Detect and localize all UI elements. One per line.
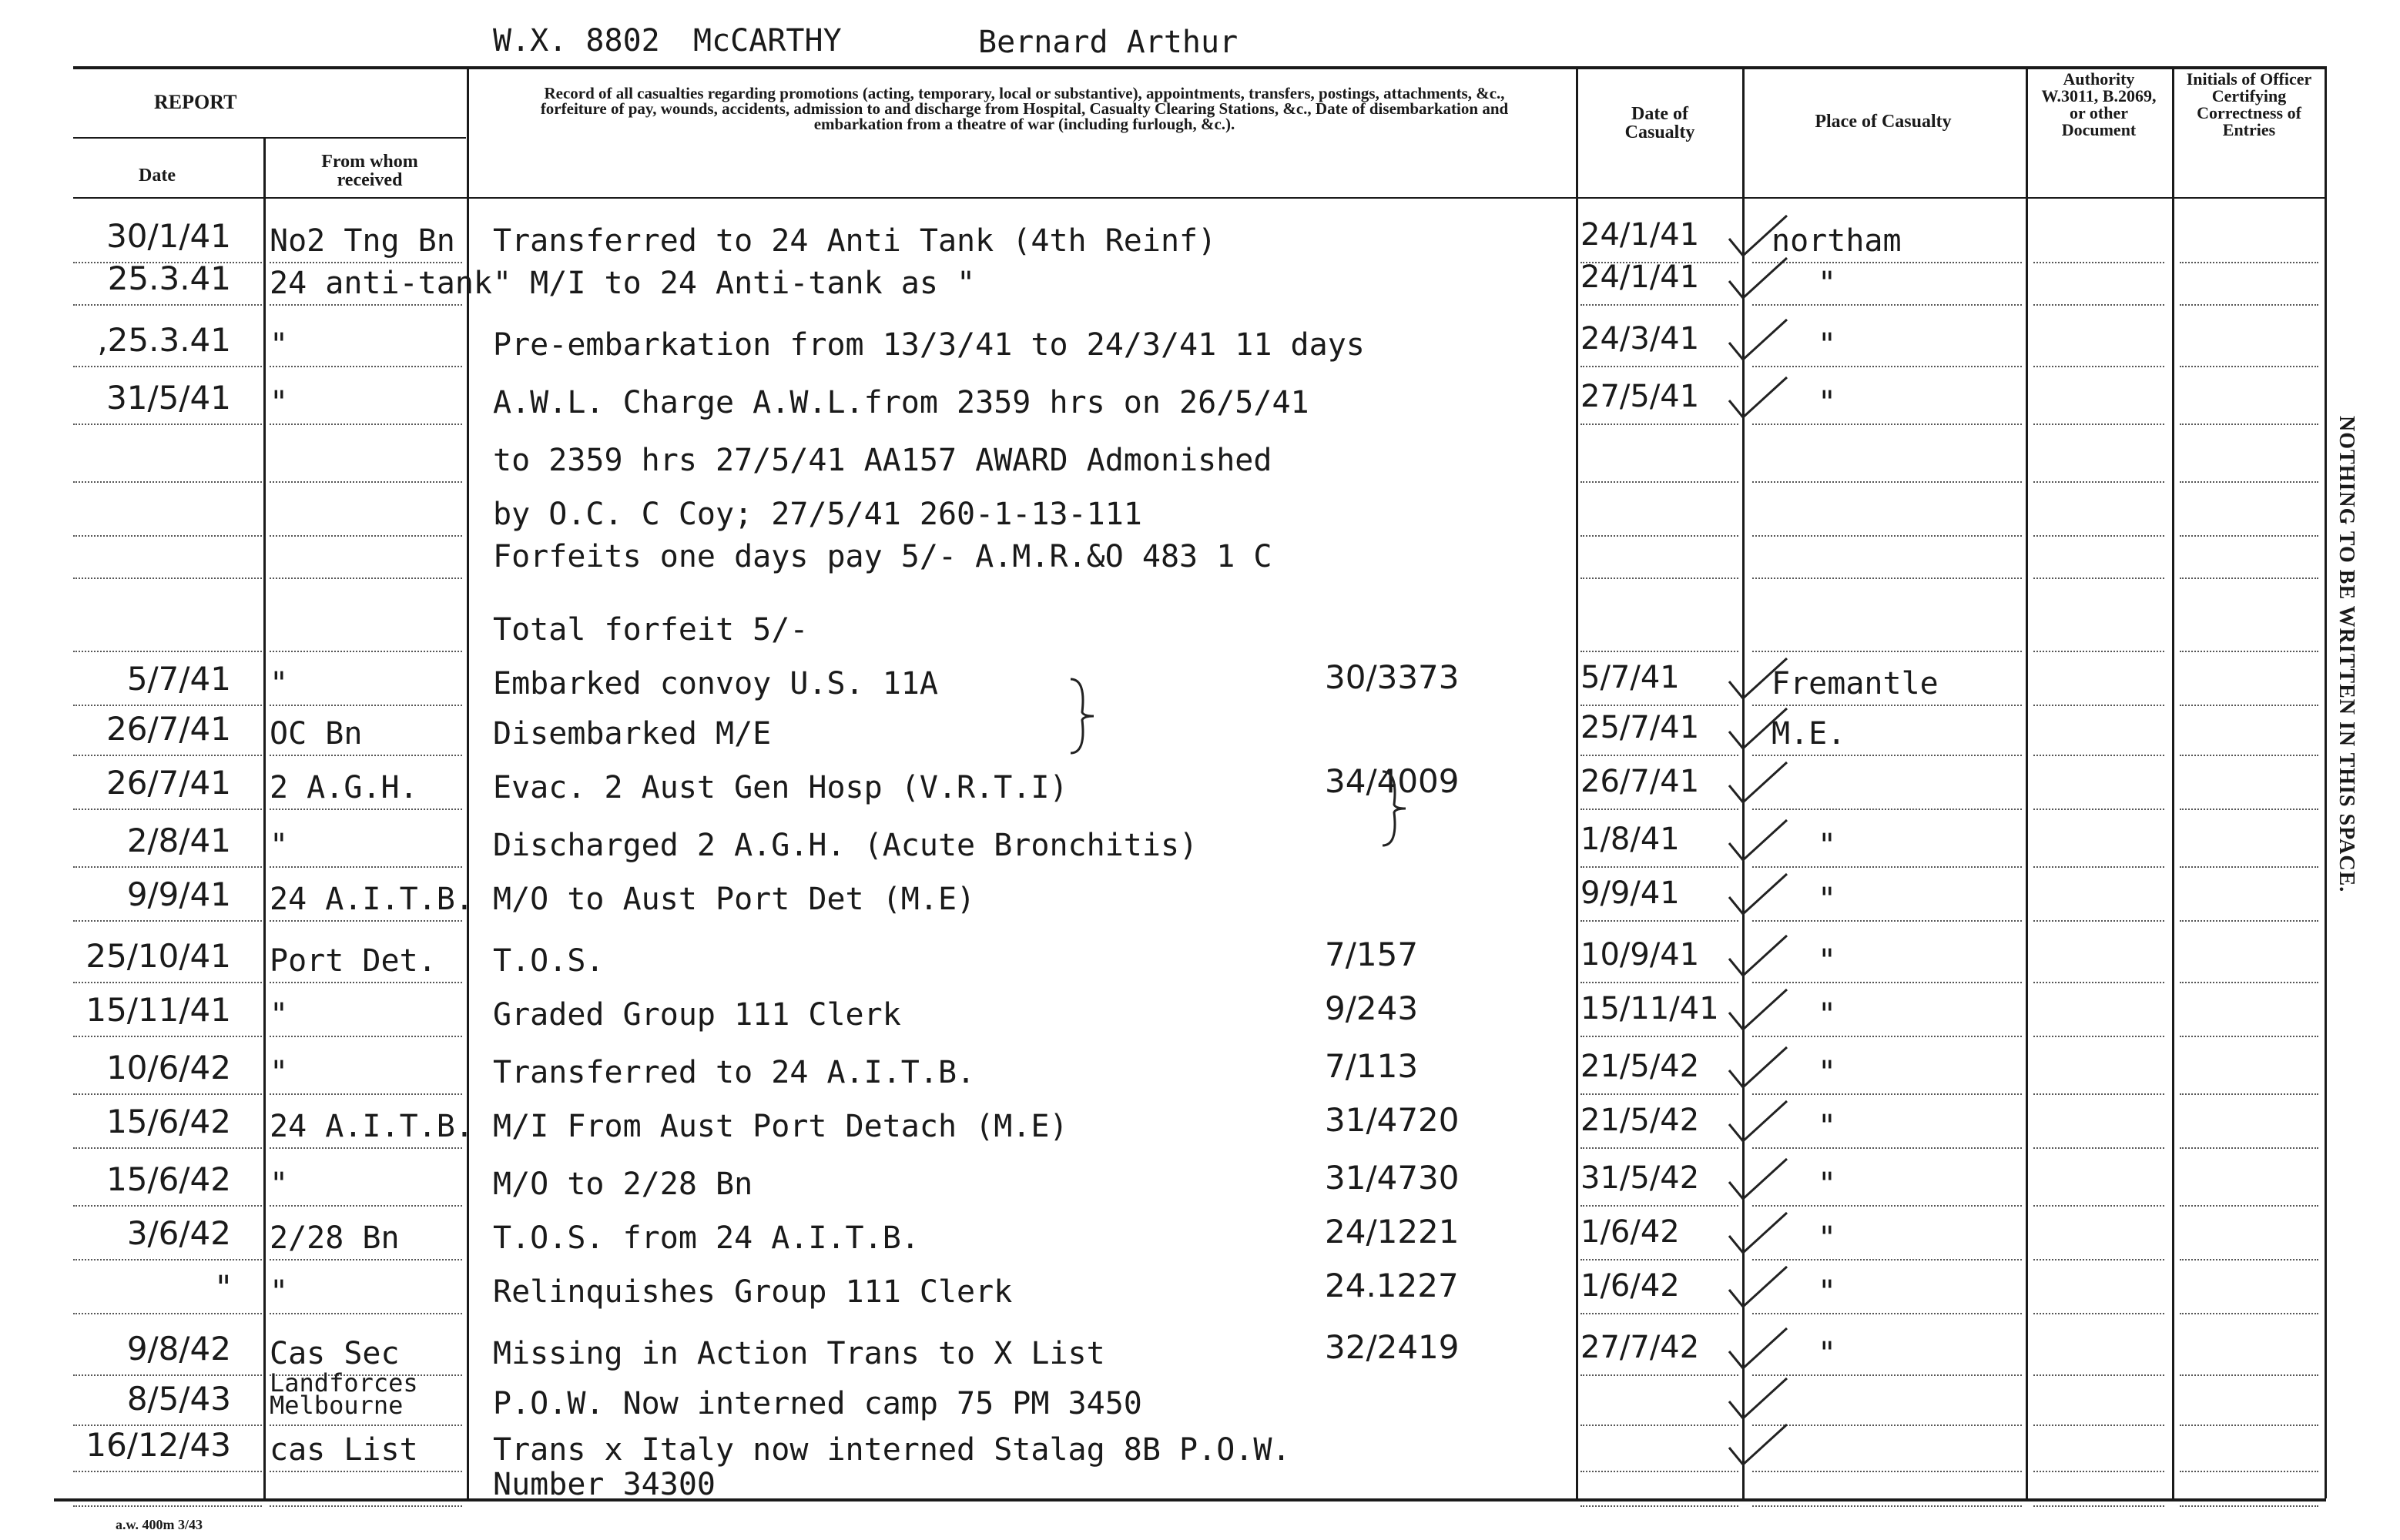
ruling-line xyxy=(270,1424,462,1426)
ruling-line xyxy=(2180,481,2318,483)
row-place: northam xyxy=(1772,223,1902,259)
row-date: 9/8/42 xyxy=(126,1330,231,1368)
ruling-line xyxy=(2033,304,2164,306)
ruling-line xyxy=(270,1205,462,1207)
ruling-line xyxy=(1752,578,2022,579)
row-casualty-date: 15/11/41 xyxy=(1580,991,1719,1026)
tick-mark-icon xyxy=(1721,312,1791,366)
row-date: 31/5/41 xyxy=(106,379,231,417)
place-of-casualty-header: Place of Casualty xyxy=(1815,112,1952,132)
ruling-line xyxy=(2033,481,2164,483)
tick-mark-icon xyxy=(1721,1151,1791,1205)
ruling-line xyxy=(73,808,262,810)
ruling-line xyxy=(1580,705,1738,706)
row-date: 8/5/43 xyxy=(126,1380,231,1418)
row-record: T.O.S. xyxy=(493,943,605,979)
ruling-line xyxy=(2180,982,2318,983)
ruling-line xyxy=(2180,755,2318,756)
ruling-line xyxy=(2033,1259,2164,1260)
ruling-line xyxy=(2033,705,2164,706)
ruling-line xyxy=(1752,1313,2022,1314)
row-record: " M/I to 24 Anti-tank as " xyxy=(493,266,976,301)
ruling-line xyxy=(2033,1374,2164,1376)
row-casualty-date: 27/5/41 xyxy=(1580,379,1700,414)
ruling-line xyxy=(2180,808,2318,810)
ruling-line xyxy=(270,920,462,922)
ruling-line xyxy=(1752,1259,2022,1260)
tick-mark-icon xyxy=(1721,755,1791,808)
row-place: " xyxy=(1818,327,1837,363)
tick-mark-icon xyxy=(1721,651,1791,705)
tick-mark-icon xyxy=(1721,866,1791,920)
row-record: by O.C. C Coy; 27/5/41 260-1-13-111 xyxy=(493,497,1142,532)
ruling-line xyxy=(73,1093,262,1095)
ruling-line xyxy=(2180,262,2318,263)
ruling-line xyxy=(270,982,462,983)
row-place: " xyxy=(1818,997,1837,1033)
row-place: Fremantle xyxy=(1772,666,1939,701)
ruling-line xyxy=(1752,1424,2022,1426)
ruling-line xyxy=(2180,866,2318,868)
ruling-line xyxy=(270,1036,462,1037)
row-record: Pre-embarkation from 13/3/41 to 24/3/41 11 days xyxy=(493,327,1365,363)
row-place: " xyxy=(1818,943,1837,979)
ruling-line xyxy=(1752,705,2022,706)
row-from: " xyxy=(270,327,289,363)
ruling-line xyxy=(1580,1471,1738,1472)
authority-header: Authority W.3011, B.2069, or other Document xyxy=(2041,69,2157,139)
ruling-line xyxy=(270,705,462,706)
ruling-line xyxy=(1580,1424,1738,1426)
tick-mark-icon xyxy=(1721,1205,1791,1259)
ruling-line xyxy=(2033,535,2164,537)
ruling-line xyxy=(1752,304,2022,306)
ruling-line xyxy=(2180,1471,2318,1472)
row-reference: 30/3373 xyxy=(1325,658,1460,696)
row-place: " xyxy=(1818,882,1837,917)
ruling-line xyxy=(2180,535,2318,537)
row-date: 26/7/41 xyxy=(106,764,231,802)
row-reference: 32/2419 xyxy=(1325,1328,1460,1366)
row-from: 2/28 Bn xyxy=(270,1220,400,1256)
ruling-line xyxy=(1752,366,2022,367)
soldier-number: W.X. 8802 xyxy=(493,23,660,59)
row-casualty-date: 21/5/42 xyxy=(1580,1049,1700,1084)
ruling-line xyxy=(2033,755,2164,756)
ruling-line xyxy=(2033,1313,2164,1314)
tick-mark-icon xyxy=(1721,250,1791,304)
row-casualty-date: 9/9/41 xyxy=(1580,875,1680,911)
ruling-line xyxy=(73,920,262,922)
ruling-line xyxy=(2033,1147,2164,1149)
row-place: " xyxy=(1818,1055,1837,1090)
row-place: " xyxy=(1818,266,1837,301)
row-reference: 31/4720 xyxy=(1325,1101,1460,1139)
ruling-line xyxy=(270,1147,462,1149)
row-place: " xyxy=(1818,1274,1837,1310)
ruling-line xyxy=(1580,578,1738,579)
ruling-line xyxy=(2180,1505,2318,1507)
ruling-line xyxy=(73,1147,262,1149)
row-casualty-date: 24/1/41 xyxy=(1580,259,1700,295)
ruling-line xyxy=(1580,920,1738,922)
row-date: 25/10/41 xyxy=(85,937,231,975)
row-record: T.O.S. from 24 A.I.T.B. xyxy=(493,1220,920,1256)
ruling-line xyxy=(2180,1259,2318,1260)
row-date: ,25.3.41 xyxy=(97,321,231,359)
ruling-line xyxy=(1580,424,1738,425)
ruling-line xyxy=(73,1471,262,1472)
row-record: P.O.W. Now interned camp 75 PM 3450 xyxy=(493,1386,1142,1421)
ruling-line xyxy=(270,866,462,868)
row-date: 5/7/41 xyxy=(126,660,231,698)
row-place: " xyxy=(1818,1336,1837,1371)
ruling-line xyxy=(73,481,262,483)
ruling-line xyxy=(1580,535,1738,537)
row-place: " xyxy=(1818,828,1837,863)
ruling-line xyxy=(1752,1374,2022,1376)
footer-code: a.w. 400m 3/43 xyxy=(116,1517,203,1532)
row-date: " xyxy=(216,1268,231,1306)
row-casualty-date: 26/7/41 xyxy=(1580,764,1700,799)
ruling-line xyxy=(1580,1147,1738,1149)
row-from: " xyxy=(270,828,289,863)
row-reference: 31/4730 xyxy=(1325,1159,1460,1197)
ruling-line xyxy=(2033,262,2164,263)
ruling-line xyxy=(1580,1505,1738,1507)
ruling-line xyxy=(73,705,262,706)
row-date: 15/6/42 xyxy=(106,1160,231,1198)
ruling-line xyxy=(1580,304,1738,306)
ruling-line xyxy=(2033,1093,2164,1095)
ruling-line xyxy=(1580,755,1738,756)
initials-header: Initials of Officer Certifying Correctness of Entries xyxy=(2186,69,2312,139)
ruling-line xyxy=(1580,1374,1738,1376)
row-from: cas List xyxy=(270,1432,418,1468)
row-from: Cas Sec xyxy=(270,1336,400,1371)
row-casualty-date: 1/6/42 xyxy=(1580,1268,1680,1304)
row-from: " xyxy=(270,1274,289,1310)
row-record: Graded Group 111 Clerk xyxy=(493,997,901,1033)
ruling-line xyxy=(1752,755,2022,756)
ruling-line xyxy=(2033,920,2164,922)
side-note: NOTHING TO BE WRITTEN IN THIS SPACE. xyxy=(2335,416,2358,893)
ruling-line xyxy=(1752,1205,2022,1207)
record-header: Record of all casualties regarding promotions (acting, temporary, local or substantive), appointments, transfers, postings, attachments, &c., forfeiture of pay, wounds, accidents, admission to and discharge from Hospital, Casualty Clearing Stations, &c., Date of disembarkation and embarkation from a theatre of war (including furlough, &c.). xyxy=(540,84,1509,133)
ruling-line xyxy=(2180,304,2318,306)
ruling-line xyxy=(73,304,262,306)
ruling-line xyxy=(2180,424,2318,425)
tick-mark-icon xyxy=(1721,1321,1791,1374)
row-date: 2/8/41 xyxy=(126,822,231,859)
ruling-line xyxy=(270,651,462,652)
ruling-line xyxy=(2180,651,2318,652)
row-record: Transferred to 24 Anti Tank (4th Reinf) xyxy=(493,223,1217,259)
row-from: No2 Tng Bn xyxy=(270,223,455,259)
row-reference: 34/4009 xyxy=(1325,762,1460,800)
brace-hospital xyxy=(1379,770,1409,847)
row-from: 2 A.G.H. xyxy=(270,770,418,805)
ruling-line xyxy=(73,982,262,983)
col-divider-3 xyxy=(1576,66,1578,1498)
ruling-line xyxy=(1580,1313,1738,1314)
from-whom-header: From whom received xyxy=(321,152,418,190)
ruling-line xyxy=(1752,535,2022,537)
row-date: 15/11/41 xyxy=(85,991,231,1029)
row-from: 24 A.I.T.B. xyxy=(270,1109,474,1144)
row-date: 30/1/41 xyxy=(106,217,231,255)
ruling-line xyxy=(2180,1424,2318,1426)
ruling-line xyxy=(1580,1259,1738,1260)
ruling-line xyxy=(2180,1036,2318,1037)
row-from: " xyxy=(270,666,289,701)
ruling-line xyxy=(73,651,262,652)
ruling-line xyxy=(1752,808,2022,810)
header-bottom-rule xyxy=(73,197,2326,199)
ruling-line xyxy=(270,1313,462,1314)
ruling-line xyxy=(270,304,462,306)
row-casualty-date: 21/5/42 xyxy=(1580,1103,1700,1138)
ruling-line xyxy=(1752,262,2022,263)
row-place: " xyxy=(1818,1167,1837,1202)
row-record: Forfeits one days pay 5/- A.M.R.&O 483 1 C xyxy=(493,539,1272,574)
ruling-line xyxy=(1580,481,1738,483)
row-date: 9/9/41 xyxy=(126,875,231,913)
ruling-line xyxy=(2033,1505,2164,1507)
row-record: Disembarked M/E xyxy=(493,716,772,752)
ruling-line xyxy=(2180,1147,2318,1149)
tick-mark-icon xyxy=(1721,1417,1791,1471)
row-record: to 2359 hrs 27/5/41 AA157 AWARD Admonished xyxy=(493,443,1272,478)
col-divider-7 xyxy=(2325,66,2327,1498)
row-date: 26/7/41 xyxy=(106,710,231,748)
ruling-line xyxy=(2033,982,2164,983)
ruling-line xyxy=(1580,1205,1738,1207)
row-casualty-date: 1/8/41 xyxy=(1580,822,1680,857)
row-record: Trans x Italy now interned Stalag 8B P.O.W. xyxy=(493,1432,1291,1468)
ruling-line xyxy=(73,1205,262,1207)
ruling-line xyxy=(1580,808,1738,810)
row-record: Embarked convoy U.S. 11A xyxy=(493,666,938,701)
ruling-line xyxy=(1752,866,2022,868)
ruling-line xyxy=(270,1093,462,1095)
tick-mark-icon xyxy=(1721,370,1791,424)
row-date: 3/6/42 xyxy=(126,1214,231,1252)
ruling-line xyxy=(2033,424,2164,425)
row-from: OC Bn xyxy=(270,716,363,752)
ruling-line xyxy=(1580,982,1738,983)
row-casualty-date: 24/3/41 xyxy=(1580,321,1700,357)
row-from: 24 anti-tank xyxy=(270,266,492,301)
ruling-line xyxy=(270,262,462,263)
row-record: M/I From Aust Port Detach (M.E) xyxy=(493,1109,1068,1144)
row-date: 10/6/42 xyxy=(106,1049,231,1086)
row-from: Landforces Melbourne xyxy=(270,1368,418,1420)
top-rule xyxy=(73,66,2326,69)
ruling-line xyxy=(73,1259,262,1260)
ruling-line xyxy=(270,1471,462,1472)
ruling-line xyxy=(2033,866,2164,868)
tick-mark-icon xyxy=(1721,812,1791,866)
ruling-line xyxy=(2033,1036,2164,1037)
ruling-line xyxy=(73,366,262,367)
row-record: M/O to 2/28 Bn xyxy=(493,1167,753,1202)
ruling-line xyxy=(73,578,262,579)
ruling-line xyxy=(1580,1093,1738,1095)
row-casualty-date: 24/1/41 xyxy=(1580,217,1700,253)
ruling-line xyxy=(2033,1424,2164,1426)
ruling-line xyxy=(2180,1374,2318,1376)
row-reference: 24.1227 xyxy=(1325,1267,1459,1304)
ruling-line xyxy=(2180,578,2318,579)
ruling-line xyxy=(2033,651,2164,652)
ruling-line xyxy=(2033,1471,2164,1472)
tick-mark-icon xyxy=(1721,701,1791,755)
tick-mark-icon xyxy=(1721,1259,1791,1313)
ruling-line xyxy=(1752,920,2022,922)
ruling-line xyxy=(1580,1036,1738,1037)
ruling-line xyxy=(1752,1093,2022,1095)
row-place: " xyxy=(1818,385,1837,420)
ruling-line xyxy=(2033,1205,2164,1207)
ruling-line xyxy=(1752,1471,2022,1472)
row-from: " xyxy=(270,1167,289,1202)
row-reference: 24/1221 xyxy=(1325,1213,1460,1250)
row-record: Missing in Action Trans to X List xyxy=(493,1336,1105,1371)
bottom-rule xyxy=(54,1498,2326,1502)
row-from: Port Det. xyxy=(270,943,437,979)
ruling-line xyxy=(73,535,262,537)
ruling-line xyxy=(73,1036,262,1037)
tick-mark-icon xyxy=(1721,928,1791,982)
ruling-line xyxy=(2180,366,2318,367)
tick-mark-icon xyxy=(1721,1093,1791,1147)
ruling-line xyxy=(1752,1147,2022,1149)
row-record: Transferred to 24 A.I.T.B. xyxy=(493,1055,976,1090)
row-casualty-date: 10/9/41 xyxy=(1580,937,1700,973)
row-from: 24 A.I.T.B. xyxy=(270,882,474,917)
ruling-line xyxy=(270,578,462,579)
row-record: Total forfeit 5/- xyxy=(493,612,809,648)
ruling-line xyxy=(2180,1093,2318,1095)
row-casualty-date: 31/5/42 xyxy=(1580,1160,1700,1196)
row-record: Discharged 2 A.G.H. (Acute Bronchitis) xyxy=(493,828,1198,863)
ruling-line xyxy=(2180,1205,2318,1207)
ruling-line xyxy=(270,808,462,810)
row-reference: 9/243 xyxy=(1325,989,1419,1027)
ruling-line xyxy=(1580,366,1738,367)
row-place: " xyxy=(1818,1109,1837,1144)
ruling-line xyxy=(2180,920,2318,922)
ruling-line xyxy=(73,755,262,756)
row-record: M/O to Aust Port Det (M.E) xyxy=(493,882,976,917)
ruling-line xyxy=(1580,866,1738,868)
ruling-line xyxy=(270,755,462,756)
row-casualty-date: 27/7/42 xyxy=(1580,1330,1700,1365)
ruling-line xyxy=(2180,1313,2318,1314)
row-from: " xyxy=(270,1055,289,1090)
ruling-line xyxy=(73,424,262,425)
row-casualty-date: 25/7/41 xyxy=(1580,710,1700,745)
ruling-line xyxy=(270,1259,462,1260)
ruling-line xyxy=(270,424,462,425)
date-of-casualty-header: Date of Casualty xyxy=(1624,104,1695,142)
col-divider-5 xyxy=(2026,66,2028,1498)
ruling-line xyxy=(2033,366,2164,367)
row-date: 15/6/42 xyxy=(106,1103,231,1140)
ruling-line xyxy=(1752,481,2022,483)
ruling-line xyxy=(1580,651,1738,652)
tick-mark-icon xyxy=(1721,982,1791,1036)
brace-embarkation xyxy=(1067,678,1098,755)
ruling-line xyxy=(1752,424,2022,425)
row-place: " xyxy=(1818,1220,1837,1256)
ruling-line xyxy=(270,535,462,537)
ruling-line xyxy=(2033,578,2164,579)
ruling-line xyxy=(73,1313,262,1314)
ruling-line xyxy=(1752,1505,2022,1507)
row-record: Evac. 2 Aust Gen Hosp (V.R.T.I) xyxy=(493,770,1068,805)
ruling-line xyxy=(2180,705,2318,706)
row-record: A.W.L. Charge A.W.L.from 2359 hrs on 26/5/41 xyxy=(493,385,1309,420)
soldier-surname: McCARTHY xyxy=(693,23,842,59)
row-date: 25.3.41 xyxy=(107,259,231,297)
row-casualty-date: 1/6/42 xyxy=(1580,1214,1680,1250)
date-header: Date xyxy=(139,166,176,186)
ruling-line xyxy=(270,366,462,367)
row-record: Number 34300 xyxy=(493,1467,716,1502)
col-divider-6 xyxy=(2172,66,2174,1498)
ruling-line xyxy=(1752,982,2022,983)
ruling-line xyxy=(73,1505,262,1507)
ruling-line xyxy=(2033,808,2164,810)
ruling-line xyxy=(1752,1036,2022,1037)
report-header-rule xyxy=(73,137,466,139)
row-casualty-date: 5/7/41 xyxy=(1580,660,1680,695)
row-record: Relinquishes Group 111 Clerk xyxy=(493,1274,1013,1310)
row-place: M.E. xyxy=(1772,716,1846,752)
tick-mark-icon xyxy=(1721,1040,1791,1093)
ruling-line xyxy=(73,1374,262,1376)
ruling-line xyxy=(1752,651,2022,652)
col-divider-1 xyxy=(263,139,266,1498)
ruling-line xyxy=(270,1505,462,1507)
report-header: REPORT xyxy=(154,91,237,113)
row-date: 16/12/43 xyxy=(85,1426,231,1464)
ruling-line xyxy=(73,866,262,868)
row-from: " xyxy=(270,997,289,1033)
ruling-line xyxy=(270,481,462,483)
row-reference: 7/113 xyxy=(1325,1047,1419,1085)
soldier-given-names: Bernard Arthur xyxy=(978,25,1239,60)
row-reference: 7/157 xyxy=(1325,936,1419,973)
row-from: " xyxy=(270,385,289,420)
